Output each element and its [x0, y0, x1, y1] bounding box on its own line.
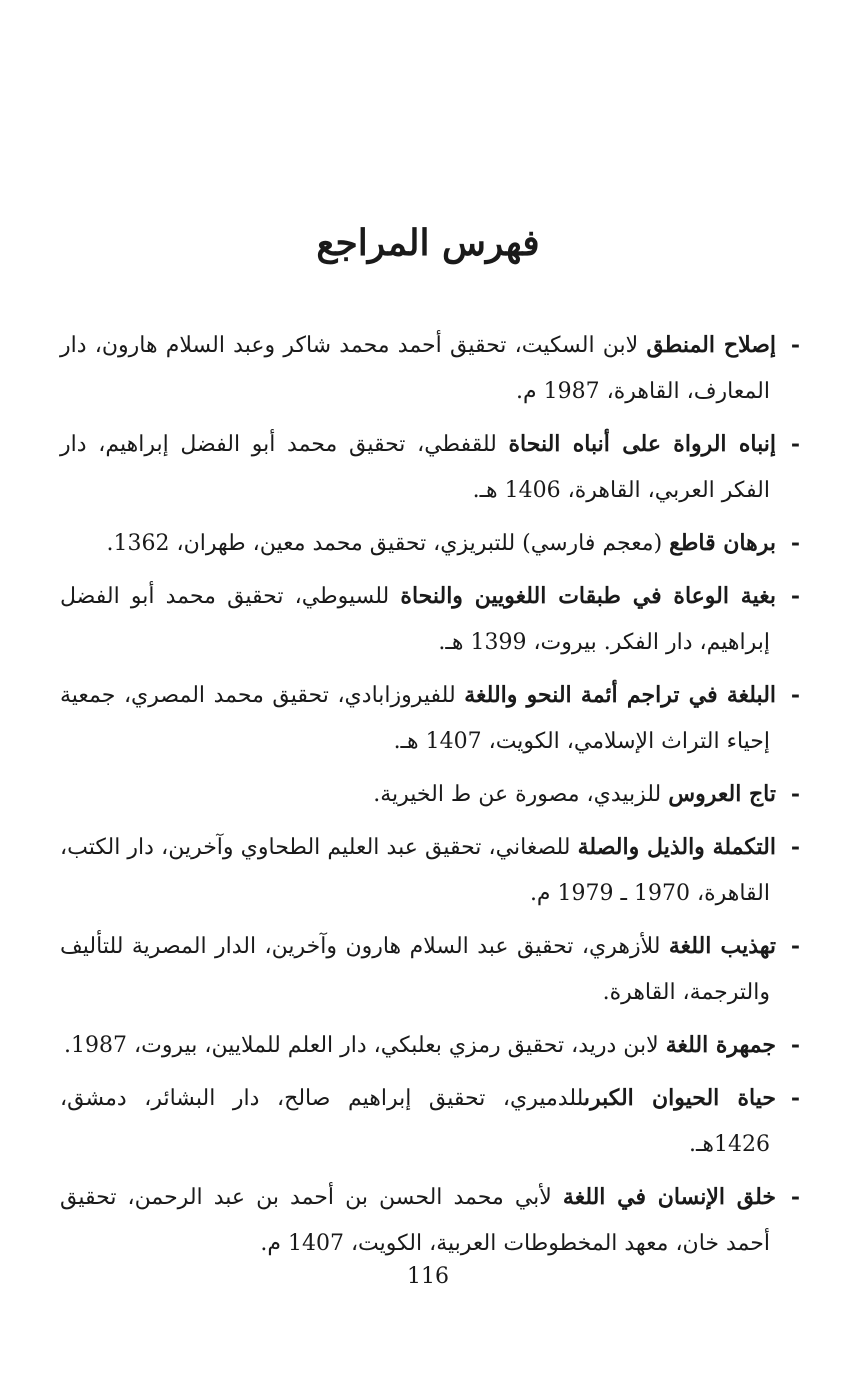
reference-dash: - [790, 530, 800, 556]
reference-dash: - [790, 933, 800, 959]
references-list [60, 322, 800, 1273]
reference-book-title: إنباه الرواة على أنباه النحاة [508, 431, 776, 457]
reference-item [60, 1022, 800, 1069]
reference-item [60, 1174, 800, 1267]
reference-details: لأبي محمد الحسن بن أحمد بن عبد الرحمن، تحقيق أحمد خان، معهد المخطوطات العربية، الكويت، 1407 م. [60, 1185, 770, 1256]
reference-dash: - [790, 834, 801, 860]
reference-dash: - [790, 1184, 800, 1210]
reference-dash: - [790, 682, 801, 708]
reference-book-title: بغية الوعاة في طبقات اللغويين والنحاة [400, 583, 776, 609]
reference-book-title: البلغة في تراجم أئمة النحو واللغة [464, 682, 777, 708]
reference-dash: - [790, 1032, 800, 1058]
reference-details: للدميري، تحقيق إبراهيم صالح، دار البشائر، دمشق، 1426هـ. [60, 1086, 770, 1157]
reference-book-title: جمهرة اللغة [665, 1032, 776, 1058]
reference-details: لابن دريد، تحقيق رمزي بعلبكي، دار العلم للملايين، بيروت، 1987. [64, 1033, 666, 1058]
reference-item [60, 672, 800, 765]
reference-item [60, 520, 800, 567]
reference-details: للأزهري، تحقيق عبد السلام هارون وآخرين، الدار المصرية للتأليف والترجمة، القاهرة. [60, 934, 770, 1005]
reference-book-title: خلق الإنسان في اللغة [562, 1184, 776, 1210]
reference-details: (معجم فارسي) للتبريزي، تحقيق محمد معين، طهران، 1362. [106, 531, 670, 556]
reference-details: للسيوطي، تحقيق محمد أبو الفضل إبراهيم، دار الفكر. بيروت، 1399 هـ. [60, 584, 770, 655]
reference-item [60, 1075, 800, 1168]
reference-book-title: إصلاح المنطق [646, 332, 776, 358]
reference-item [60, 573, 800, 666]
reference-book-title: تاج العروس [668, 781, 776, 807]
reference-item [60, 322, 800, 415]
reference-dash: - [790, 431, 800, 457]
page-title: فهرس المراجع [316, 222, 540, 265]
reference-dash: - [790, 332, 800, 358]
reference-item [60, 771, 800, 818]
reference-item [60, 824, 800, 917]
reference-book-title: حياة الحيوان الكبرى [583, 1085, 776, 1111]
reference-item [60, 923, 800, 1016]
reference-details: للزبيدي، مصورة عن ط الخيرية. [373, 782, 669, 807]
reference-details: لابن السكيت، تحقيق أحمد محمد شاكر وعبد السلام هارون، دار المعارف، القاهرة، 1987 م. [60, 333, 770, 404]
page-number: 116 [407, 1264, 449, 1289]
reference-book-title: برهان قاطع [669, 530, 776, 556]
reference-dash: - [790, 583, 800, 609]
reference-dash: - [790, 1085, 800, 1111]
reference-details: للقفطي، تحقيق محمد أبو الفضل إبراهيم، دار الفكر العربي، القاهرة، 1406 هـ. [60, 432, 770, 503]
reference-book-title: التكملة والذيل والصلة [577, 834, 777, 860]
reference-book-title: تهذيب اللغة [668, 933, 776, 959]
reference-item [60, 421, 800, 514]
reference-dash: - [790, 781, 800, 807]
reference-details: للصغاني، تحقيق عبد العليم الطحاوي وآخرين، دار الكتب، القاهرة، 1970 ـ 1979 م. [60, 835, 770, 906]
reference-details: للفيروزابادي، تحقيق محمد المصري، جمعية إحياء التراث الإسلامي، الكويت، 1407 هـ. [60, 683, 770, 754]
